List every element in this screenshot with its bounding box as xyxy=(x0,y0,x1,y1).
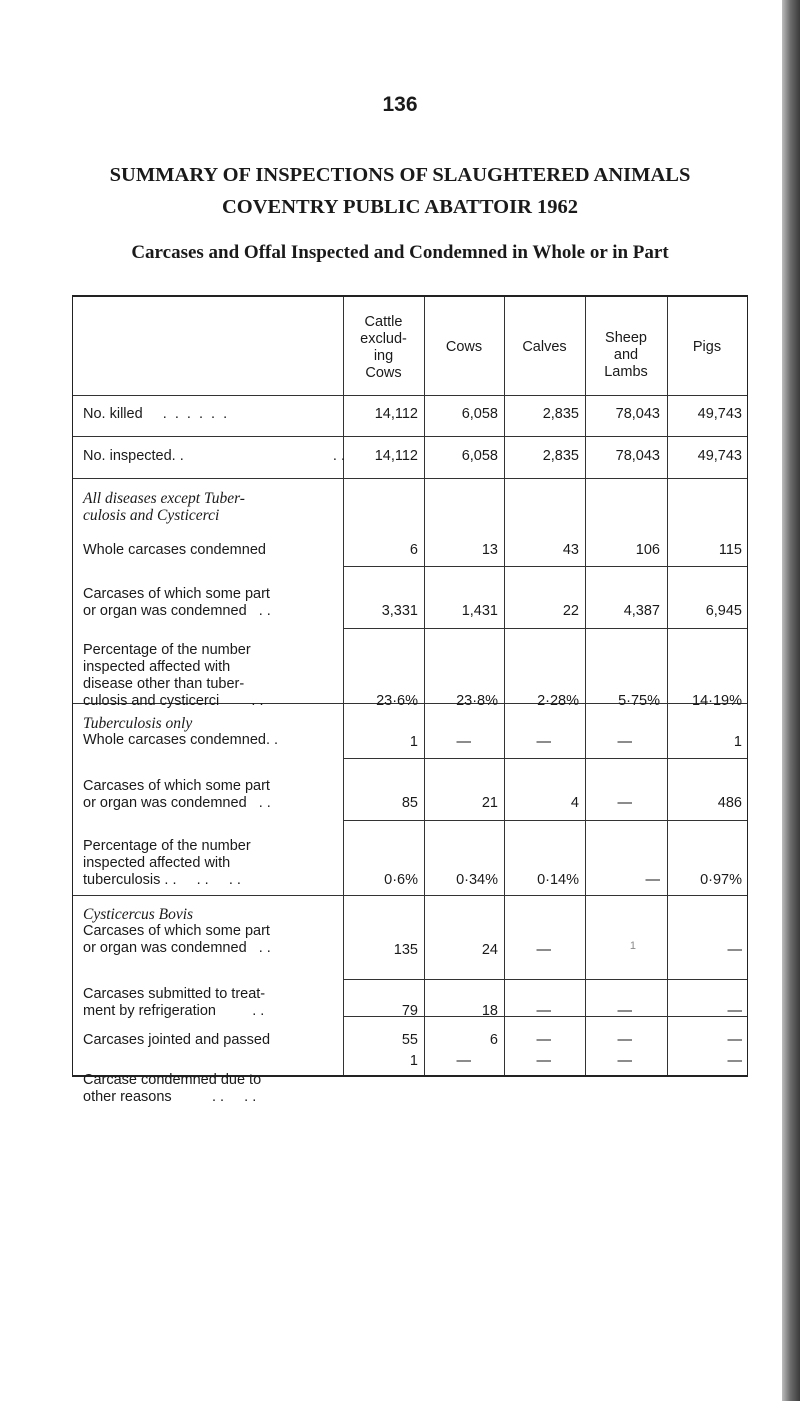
section-heading-all-diseases: All diseases except Tuber- culosis and Cysticerci xyxy=(83,490,245,524)
row-rule xyxy=(343,820,747,821)
cell: 6 xyxy=(489,1032,498,1048)
cell: 2,835 xyxy=(542,448,579,464)
cell: 18 xyxy=(481,1003,498,1019)
cell: 2,835 xyxy=(542,406,579,422)
cell: 4 xyxy=(570,795,579,811)
row-label-ad-pct: Percentage of the number inspected affected with disease other than tuber- culosis and cysticerci . . xyxy=(83,642,264,709)
cell: 78,043 xyxy=(615,448,660,464)
title-line-1: SUMMARY OF INSPECTIONS OF SLAUGHTERED ANIMALS xyxy=(109,164,691,186)
cell: 0·6% xyxy=(384,872,418,888)
section-heading-cysticercus: Cysticercus Bovis xyxy=(83,906,194,923)
row-label-ad-part: Carcases of which some part or organ was condemned . . xyxy=(83,586,271,619)
col-header-cattle: Cattle exclud- ing Cows xyxy=(360,314,407,381)
row-rule xyxy=(73,895,747,896)
cell: 1 xyxy=(629,940,636,952)
cell: 1 xyxy=(409,1053,418,1069)
row-rule xyxy=(343,758,747,759)
cell: 1,431 xyxy=(461,603,498,619)
cell: 43 xyxy=(562,542,579,558)
row-label-killed: No. killed . . . . . . xyxy=(83,406,230,422)
row-label-tb-part: Carcases of which some part or organ was condemned . . xyxy=(83,778,271,811)
cell: 6 xyxy=(409,542,418,558)
cell: — xyxy=(727,1053,742,1069)
cell: 79 xyxy=(401,1003,418,1019)
col-header-calves: Calves xyxy=(522,339,567,355)
row-rule xyxy=(343,628,747,629)
cell: — xyxy=(617,1032,632,1048)
cell: 24 xyxy=(481,942,498,958)
row-rule xyxy=(343,979,747,980)
cell: 2·28% xyxy=(537,693,579,709)
row-label-tb-pct: Percentage of the number inspected affected with tuberculosis . . . . . . xyxy=(83,838,251,888)
cell: — xyxy=(617,1053,632,1069)
row-label-inspected: No. inspected. . . . xyxy=(83,448,345,464)
row-label-other: Carcase condemned due to other reasons . . . . xyxy=(83,1072,262,1105)
cell: 135 xyxy=(393,942,418,958)
cell: — xyxy=(456,1053,471,1069)
row-label-tb-whole: Tuberculosis only Whole carcases condemned. . xyxy=(83,715,345,749)
row-rule xyxy=(73,478,747,479)
row-rule xyxy=(343,566,747,567)
inspection-table xyxy=(72,295,748,1105)
cell: 5·75% xyxy=(618,693,660,709)
cell: 23·8% xyxy=(456,693,498,709)
cell: — xyxy=(727,1032,742,1048)
subtitle: Carcases and Offal Inspected and Condemned in Whole or in Part xyxy=(131,242,669,263)
cell: 6,058 xyxy=(461,448,498,464)
cell: 6,058 xyxy=(461,406,498,422)
col-header-sheep: Sheep and Lambs xyxy=(604,330,648,380)
title-line-2: COVENTRY PUBLIC ABATTOIR 1962 xyxy=(222,196,578,218)
col-header-pigs: Pigs xyxy=(692,339,722,355)
cell: — xyxy=(536,1032,551,1048)
col-header-cows: Cows xyxy=(445,339,483,355)
cell: — xyxy=(727,942,742,958)
cell: 106 xyxy=(635,542,660,558)
cell: — xyxy=(645,872,660,888)
cell: 78,043 xyxy=(615,406,660,422)
cell: 13 xyxy=(481,542,498,558)
section-heading-tuberculosis: Tuberculosis only xyxy=(83,715,193,732)
cell: 1 xyxy=(733,734,742,750)
cell: — xyxy=(536,1053,551,1069)
cell: 3,331 xyxy=(381,603,418,619)
cell: 486 xyxy=(717,795,742,811)
cell: — xyxy=(456,734,471,750)
cell: — xyxy=(617,795,632,811)
cell: 85 xyxy=(401,795,418,811)
cell: 49,743 xyxy=(697,406,742,422)
row-rule xyxy=(73,395,747,396)
cell: — xyxy=(536,942,551,958)
cell: 21 xyxy=(481,795,498,811)
cell: 14·19% xyxy=(692,693,742,709)
cell: 0·97% xyxy=(700,872,742,888)
cell: — xyxy=(617,734,632,750)
cell: — xyxy=(727,1003,742,1019)
page-number: 136 xyxy=(382,93,418,116)
row-label-cb-jointed: Carcases jointed and passed xyxy=(83,1032,271,1048)
cell: 4,387 xyxy=(623,603,660,619)
row-label-ad-whole: Whole carcases condemned xyxy=(83,542,266,558)
row-label-cb-refrig: Carcases submitted to treat- ment by refrigeration . . xyxy=(83,986,266,1019)
cell: 0·14% xyxy=(537,872,579,888)
cell: 14,112 xyxy=(374,448,418,464)
cell: — xyxy=(536,1003,551,1019)
cell: — xyxy=(617,1003,632,1019)
cell: 115 xyxy=(718,542,742,558)
cell: 6,945 xyxy=(705,603,742,619)
cell: 49,743 xyxy=(697,448,742,464)
cell: 23·6% xyxy=(376,693,418,709)
row-label-cb-part: Cysticercus Bovis Carcases of which some part or organ was condemned . . xyxy=(83,906,345,957)
cell: 22 xyxy=(562,603,579,619)
cell: 0·34% xyxy=(456,872,498,888)
row-rule xyxy=(73,436,747,437)
cell: 1 xyxy=(409,734,418,750)
cell: 14,112 xyxy=(374,406,418,422)
cell: 55 xyxy=(401,1032,418,1048)
cell: — xyxy=(536,734,551,750)
